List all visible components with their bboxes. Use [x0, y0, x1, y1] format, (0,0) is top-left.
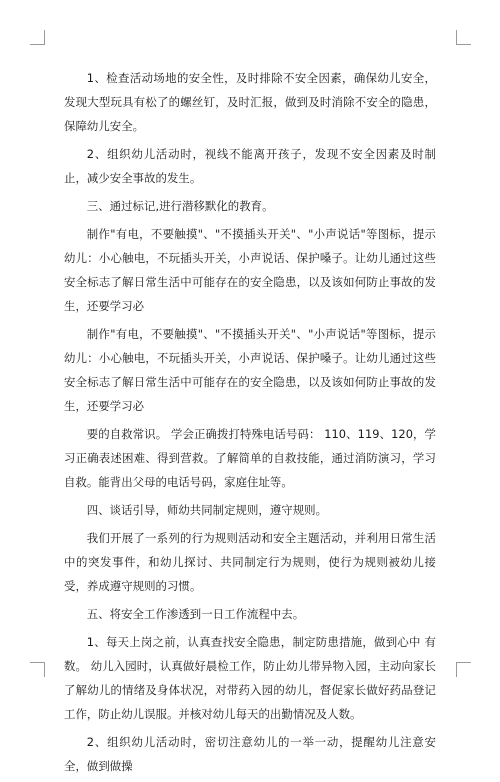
paragraph-6: 要的自救常识。 学会正确拨打特殊电话号码： 110、119、120，学习正确表述困难、得到营救。了解简单的自救技能，通过消防演习，学习自救。能背出父母的电话号码，家庭住址等。	[64, 427, 436, 489]
paragraph-10: 1、每天上岗之前，认真查找安全隐患，制定防患措施，做到心中 有数。 幼儿入园时，认真做好晨检工作，防止幼儿带异物入园，主动向家长了解幼儿的情绪及身体状况，对带药入园的幼儿，督促家长做好药品登记工作，防止幼儿误服。并核对幼儿每天的出勤情况及人数。	[64, 635, 436, 721]
paragraph-1: 1、检查活动场地的安全性，及时排除不安全因素，确保幼儿安全，发现大型玩具有松了的螺丝钉，及时汇报，做到及时消除不安全的隐患，保障幼儿安全。	[64, 71, 436, 133]
crop-mark-bottom-right	[456, 662, 471, 677]
paragraph-8: 我们开展了一系列的行为规则活动和安全主题活动，并利用日常生活中的突发事件，和幼儿探讨、共同制定行为规则，使行为规则被幼儿接受，养成遵守规则的习惯。	[64, 531, 436, 593]
section-heading-5: 五、将安全工作渗透到一日工作流程中去。	[86, 607, 305, 621]
document-body	[64, 66, 436, 782]
paragraph-4: 制作"有电，不要触摸"、"不摸插头开关"、"小声说话"等图标，提示幼儿：小心触电，不玩插头开关，小声说话、保护嗓子。让幼儿通过这些安全标志了解日常生活中可能存在的安全隐患，以及该如何防止事故的发生，还要学习必	[64, 227, 436, 313]
crop-mark-top-left	[30, 30, 45, 45]
section-heading-4: 四、谈话引导，师幼共同制定规则，遵守规则。	[86, 503, 328, 517]
crop-mark-bottom-left	[30, 662, 45, 677]
section-heading-3: 三、通过标记,进行潜移默化的教育。	[86, 199, 274, 213]
paragraph-11: 2、组织幼儿活动时，密切注意幼儿的一举一动，提醒幼儿注意安全，做到做操	[64, 735, 436, 773]
paragraph-2: 2、组织幼儿活动时，视线不能离开孩子，发现不安全因素及时制止，减少安全事故的发生。	[64, 147, 436, 185]
crop-mark-top-right	[456, 30, 471, 45]
paragraph-5: 制作"有电，不要触摸"、"不摸插头开关"、"小声说话"等图标，提示幼儿：小心触电，不玩插头开关，小声说话、保护嗓子。让幼儿通过这些安全标志了解日常生活中可能存在的安全隐患，以及该如何防止事故的发生，还要学习必	[64, 327, 436, 413]
